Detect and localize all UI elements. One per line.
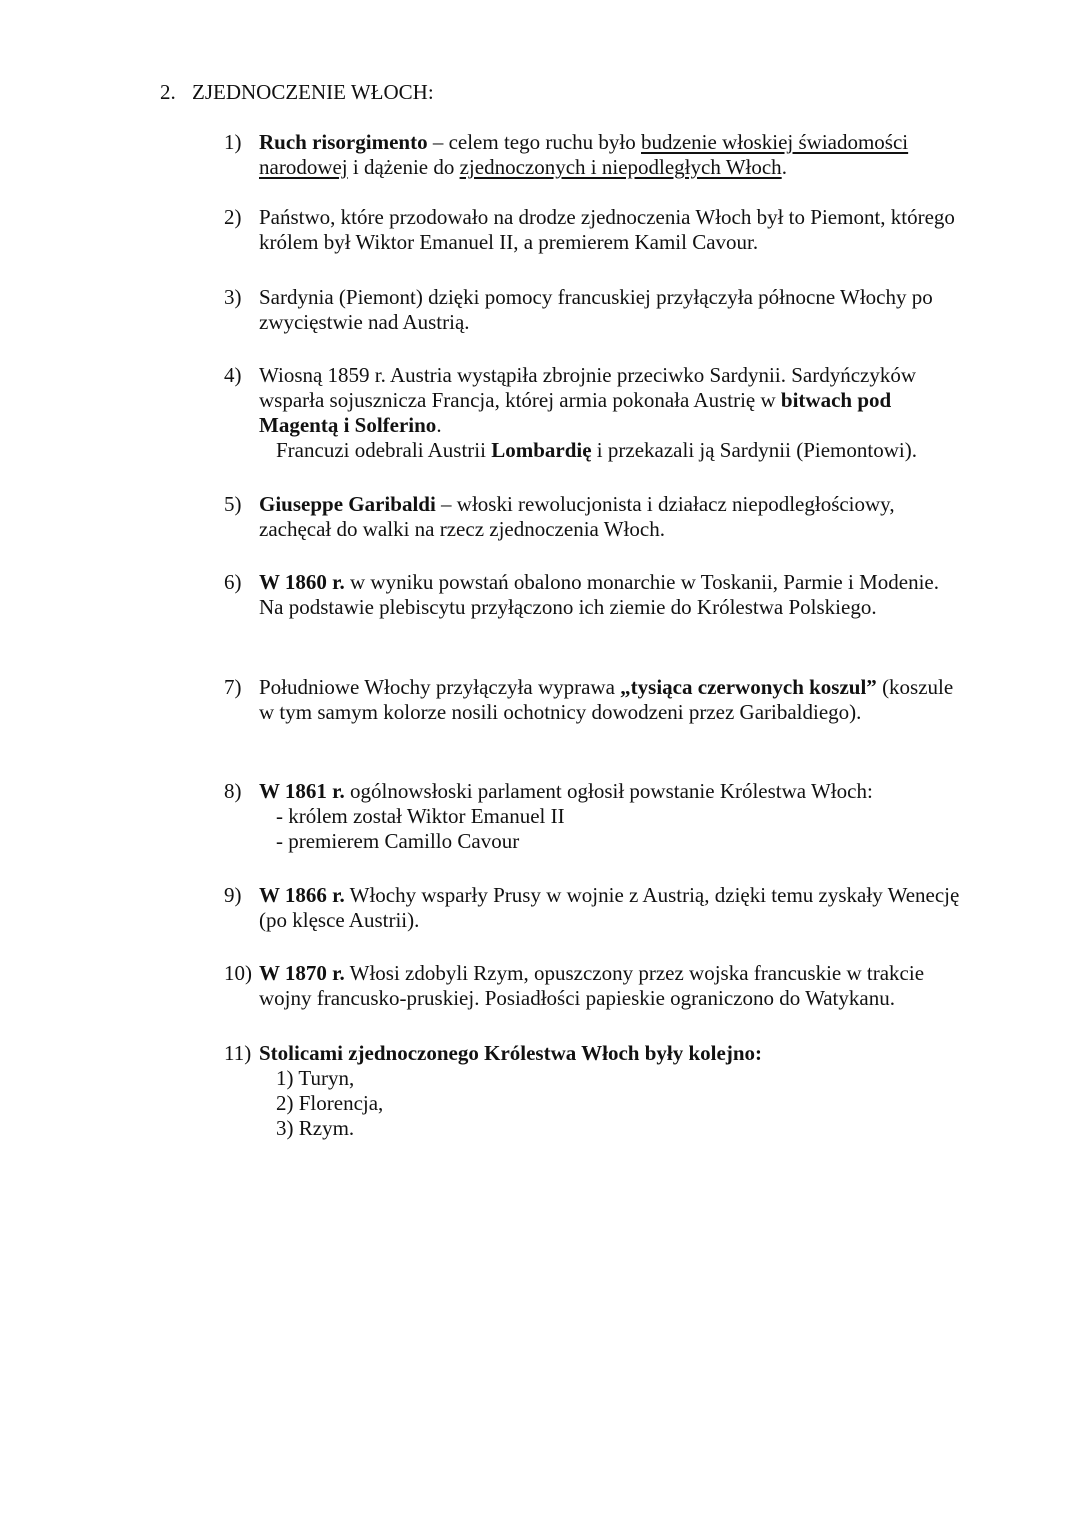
item-text [259,883,964,933]
text-run: Wiosną 1859 r. Austria wystąpiła zbrojnie przeciwko Sardynii. Sardyńczyków wsparła sojusznicza Francja, której armia pokonała Austrię w [259,363,917,412]
bold-text: „tysiąca czerwonych koszul” [620,675,877,699]
item-text [259,961,964,1011]
item-text [259,675,964,725]
bold-text: W 1866 r. [259,883,345,907]
sub-line [259,438,964,463]
bold-text: W 1870 r. [259,961,345,985]
list-item [224,205,964,255]
item-text [259,205,964,255]
item-text [259,285,964,335]
list-item [224,675,964,725]
bold-text: W 1860 r. [259,570,345,594]
sub-line [259,1066,964,1091]
text-run: Francuzi odebrali Austrii [276,438,492,462]
list-item [224,492,964,542]
list-item [224,363,964,463]
text-run: ogólnowsłoski parlament ogłosił powstanie Królestwa Włoch: [344,779,873,803]
text-run: . [436,413,442,437]
list-item [224,285,964,335]
item-text [259,1041,964,1141]
text-run: Włochy wsparły Prusy w wojnie z Austrią, dzięki temu zyskały Wenecję (po klęsce Austrii). [259,883,960,932]
bold-text: Ruch risorgimento [259,130,428,154]
sub-line [259,804,964,829]
list-item [224,883,964,933]
sub-line [259,829,964,854]
list-item [224,1041,964,1141]
item-text [259,570,964,620]
item-number: 9) [224,883,242,907]
sub-line [259,1091,964,1116]
item-number: 11) [224,1041,252,1065]
list-item [224,570,964,620]
item-text [259,492,964,542]
list-item [224,130,964,180]
text-run: w wyniku powstań obalono monarchie w Toskanii, Parmie i Modenie. Na podstawie plebiscytu przyłączono ich ziemie do Królestwa Polskiego. [259,570,939,619]
underlined-text: budzenie włoskiej świadomości narodowej [259,130,909,179]
item-number: 7) [224,675,242,699]
text-run: - królem został Wiktor Emanuel II [276,804,565,828]
item-number: 8) [224,779,242,803]
item-text [259,779,964,854]
list-item [224,779,964,854]
text-run: (koszule w tym samym kolorze nosili ochotnicy dowodzeni przez Garibaldiego). [259,675,954,724]
sub-line [259,1116,964,1141]
text-run: Południowe Włochy przyłączyła wyprawa [259,675,621,699]
bold-text: bitwach pod Magentą i Solferino [259,388,892,437]
item-text [259,363,964,463]
bold-text: W 1861 r. [259,779,345,803]
text-run: – celem tego ruchu było [427,130,642,154]
text-run: Sardynia (Piemont) dzięki pomocy francuskiej przyłączyła północne Włochy po zwycięstwie nad Austrią. [259,285,933,334]
item-number: 3) [224,285,242,309]
bold-text: Giuseppe Garibaldi [259,492,436,516]
item-number: 2) [224,205,242,229]
bold-text: Lombardię [491,438,592,462]
item-text [259,130,964,180]
section-number: 2. [160,80,176,104]
text-run: – włoski rewolucjonista i działacz niepodległościowy, zachęcał do walki na rzecz zjednoczenia Włoch. [259,492,895,541]
text-run: . [781,155,787,179]
text-run: Włosi zdobyli Rzym, opuszczony przez wojska francuskie w trakcie wojny francusko-pruskiej. Posiadłości papieskie ograniczono do Watykanu. [259,961,925,1010]
bold-text: Stolicami zjednoczonego Królestwa Włoch były kolejno: [259,1041,762,1065]
text-run: i przekazali ją Sardynii (Piemontowi). [591,438,917,462]
text-run: Państwo, które przodowało na drodze zjednoczenia Włoch był to Piemont, którego królem był Wiktor Emanuel II, a premierem Kamil Cavour. [259,205,955,254]
section-heading [160,80,434,105]
section-title: ZJEDNOCZENIE WŁOCH: [192,80,434,104]
text-run: i dążenie do [347,155,460,179]
underlined-text: zjednoczonych i niepodległych Włoch [459,155,782,179]
text-run: 1) Turyn, [276,1066,355,1090]
item-number: 1) [224,130,242,154]
text-run: 2) Florencja, [276,1091,384,1115]
list-item [224,961,964,1011]
text-run: 3) Rzym. [276,1116,355,1140]
item-number: 6) [224,570,242,594]
item-number: 5) [224,492,242,516]
item-number: 4) [224,363,242,387]
item-number: 10) [224,961,252,985]
text-run: - premierem Camillo Cavour [276,829,520,853]
